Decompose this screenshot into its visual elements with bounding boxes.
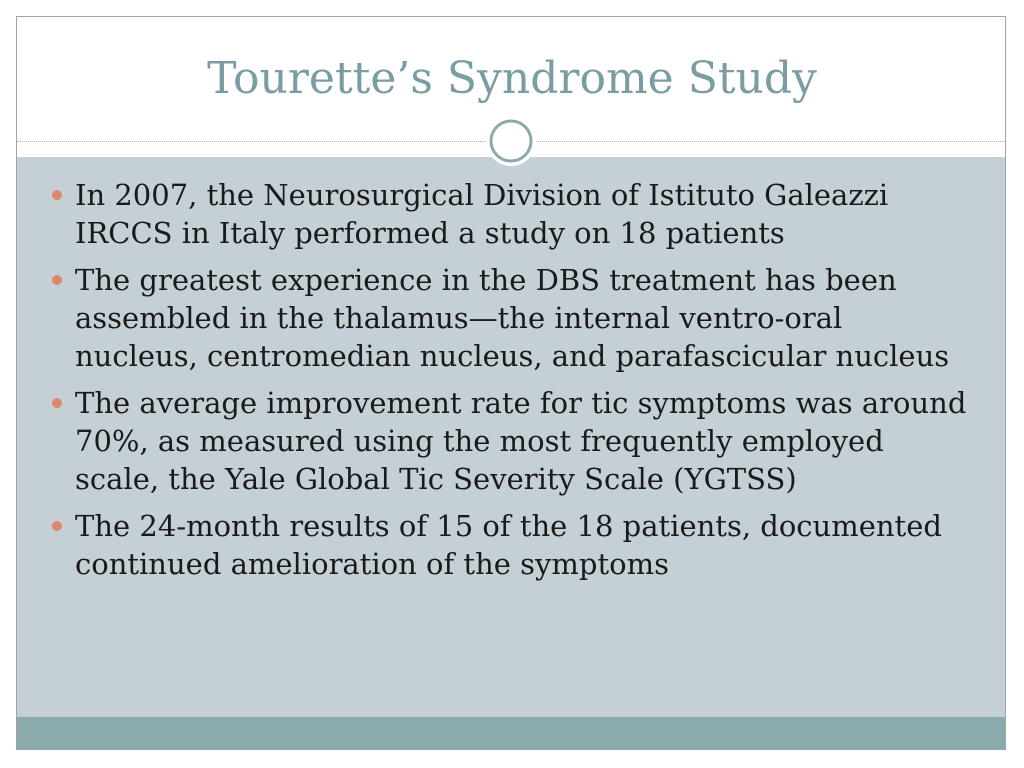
circle-ornament-icon bbox=[485, 115, 537, 167]
footer-band bbox=[17, 717, 1005, 749]
slide-title: Tourette’s Syndrome Study bbox=[207, 53, 817, 104]
bullet-text: The greatest experience in the DBS treatment has been assembled in the thalamus—the internal ventro-oral nucleus, centromedian nucleus, and parafascicular nucleus bbox=[75, 263, 950, 373]
bullet-item bbox=[52, 507, 972, 583]
bullet-dot-icon bbox=[52, 190, 62, 200]
bullet-dot-icon bbox=[52, 275, 62, 285]
bullet-item bbox=[52, 261, 972, 375]
bullet-text: The 24-month results of 15 of the 18 patients, documented continued amelioration of the symptoms bbox=[75, 509, 942, 581]
bullet-dot-icon bbox=[52, 521, 62, 531]
bullet-item bbox=[52, 384, 972, 498]
bullet-dot-icon bbox=[52, 398, 62, 408]
bullet-text: The average improvement rate for tic symptoms was around 70%, as measured using the most frequently employed scale, the Yale Global Tic Severity Scale (YGTSS) bbox=[75, 386, 967, 496]
bullet-text: In 2007, the Neurosurgical Division of Istituto Galeazzi IRCCS in Italy performed a study on 18 patients bbox=[75, 178, 889, 250]
bullet-item bbox=[52, 176, 972, 252]
bullet-list bbox=[52, 176, 972, 592]
